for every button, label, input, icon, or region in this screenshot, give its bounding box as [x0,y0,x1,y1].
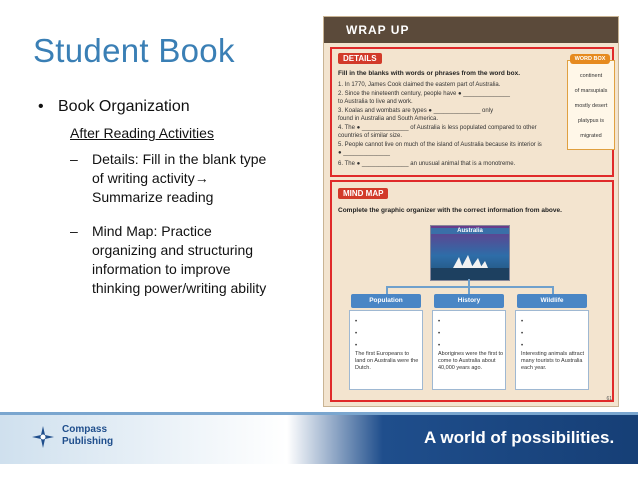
branch-title-wildlife: Wildlife [517,294,587,308]
branch-box-population [349,310,423,390]
word-box-word: mostly desert [574,103,608,109]
dash-item-text [92,150,312,207]
bullet-dot: • [38,98,44,115]
australia-photo [430,225,510,281]
question-line: found in Australia and South America. [338,116,439,122]
dash-item-mind-map [70,222,310,302]
book-page-image [323,16,619,407]
question-line: 2. Since the nineteenth century, people have ● ______________ [338,91,510,97]
word-box-word: of marsupials [574,88,608,94]
question-line: to Australia to live and work. [338,99,413,105]
question-line: 6. The ● ______________ an unusual animal that is a monotreme. [338,161,516,167]
details-instruction: Fill in the blanks with words or phrases from the word box. [338,70,521,77]
bullet-book-organization [38,98,190,116]
branch-note: Aborigines were the first to come to Australia about 40,000 years ago. [438,351,504,371]
branch-note: Interesting animals attract many tourists to Australia each year. [521,351,584,371]
footer-rule [0,412,638,415]
branch-title-history: History [434,294,504,308]
branch-bullet: • [355,319,358,325]
mind-map-instruction: Complete the graphic organizer with the correct information from above. [338,207,562,214]
compass-logo-icon [30,424,56,450]
mind-map-tag: MIND MAP [338,188,388,199]
dash-line: Summarize reading [92,189,214,205]
dash-line: of writing activity→ [92,170,209,186]
branch-bullet: • [438,319,441,325]
sub-heading: After Reading Activities [70,125,214,141]
slide-title: Student Book [33,32,235,69]
branch-bullet: • [521,331,524,337]
branch-note: The first Europeans to land on Australia were the Dutch. [355,351,419,371]
dash-marker: – [70,151,78,167]
connector-line [552,286,554,294]
question-line: 5. People cannot live on much of the island of Australia because its interior is [338,142,542,148]
branch-box-history [432,310,506,390]
question-line: ● ______________ [338,150,391,156]
branch-bullet: • [438,331,441,337]
center-label: Australia [431,228,509,234]
question-line: 3. Koalas and wombats are types ● ______________ only [338,108,494,114]
logo-line: Compass [62,424,108,435]
word-box-word: platypus is [578,118,604,124]
logo-line: Publishing [62,436,114,447]
wrap-up-title: WRAP UP [346,23,410,37]
dash-line: organizing and structuring [92,242,254,258]
dash-line: Details: Fill in the blank type [92,151,267,167]
word-box-word: migrated [580,133,602,139]
dash-line: thinking power/writing ability [92,280,267,296]
wrap-up-banner [324,17,618,43]
branch-bullet: • [355,343,358,349]
connector-line [468,286,470,294]
question-line: 4. The ● ______________ of Australia is less populated compared to other [338,125,537,131]
publisher-logo-text [62,424,113,448]
dash-item-details [70,150,310,210]
connector-line [386,286,388,294]
word-box [567,56,615,150]
dash-line: Mind Map: Practice [92,223,212,239]
question-line: 1. In 1770, James Cook claimed the eastern part of Australia. [338,82,501,88]
details-tag: DETAILS [338,53,382,64]
question-line: countries of similar size. [338,133,403,139]
bullet-text: Book Organization [58,98,190,115]
branch-bullet: • [438,343,441,349]
branch-bullet: • [355,331,358,337]
page-number: 61 [606,396,612,402]
dash-line: information to improve [92,261,231,277]
footer-tagline: A world of possibilities. [424,428,615,447]
branch-bullet: • [521,319,524,325]
opera-house-graphic [451,254,489,268]
dash-marker: – [70,223,78,239]
connector-line [386,286,554,288]
word-box-title: WORD BOX [570,54,610,64]
harbor-water [431,268,509,280]
branch-box-wildlife [515,310,589,390]
branch-title-population: Population [351,294,421,308]
word-box-word: continent [579,73,603,79]
dash-item-text [92,222,312,298]
branch-bullet: • [521,343,524,349]
